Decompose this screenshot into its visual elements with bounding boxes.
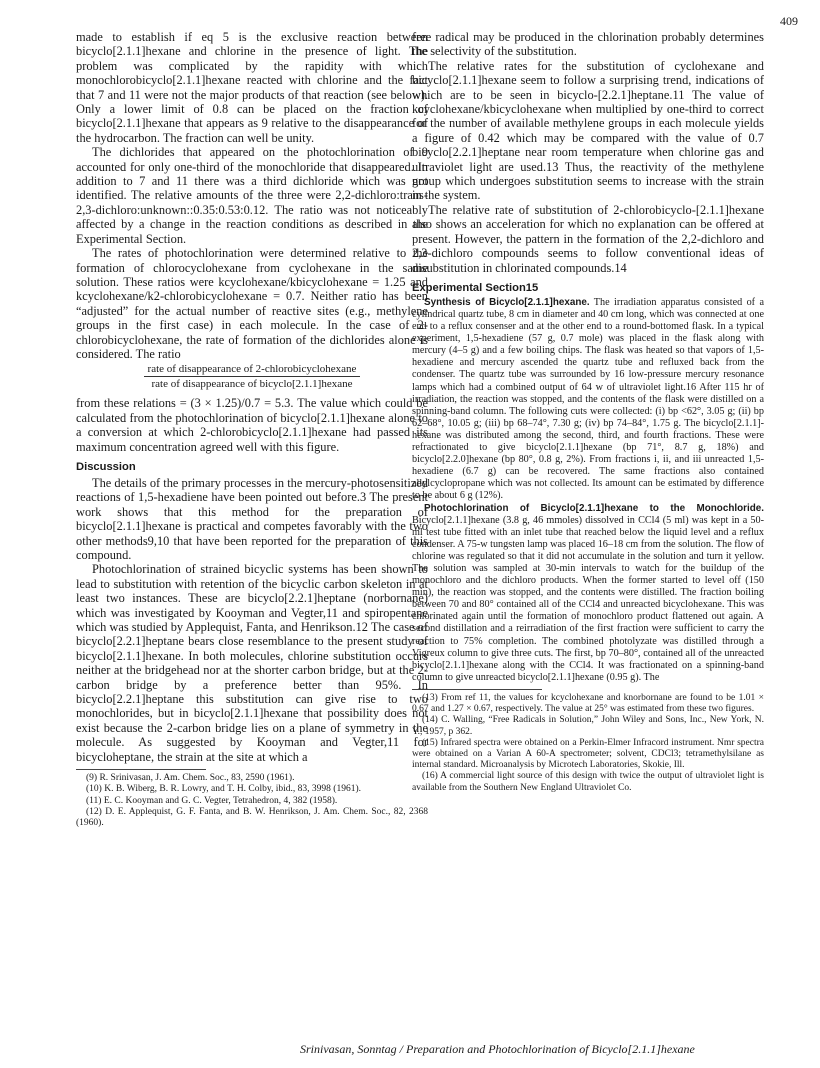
- footnote: (11) E. C. Kooyman and G. C. Vegter, Tetrahedron, 4, 382 (1958).: [86, 795, 338, 806]
- footnote-divider: [412, 689, 542, 690]
- right-column: [412, 30, 764, 794]
- running-footer: Srinivasan, Sonntag / Preparation and Photochlorination of Bicyclo[2.1.1]hexane: [300, 1042, 695, 1056]
- experimental-subheading: Photochlorination of Bicyclo[2.1.1]hexane to the Monochloride.: [424, 502, 764, 514]
- footnote: (9) R. Srinivasan, J. Am. Chem. Soc., 83, 2590 (1961).: [86, 773, 295, 784]
- footnote-divider: [76, 769, 206, 770]
- body-paragraph: The relative rates for the substitution of cyclohexane and bicyclo[2.1.1]hexane seem to follow a surprising trend, indications of which are to be seen in bicyclo-[2.2.1]heptane.11 The value of kcyclohexane/kbicyclohexane when multiplied by one-third to correct for the number of available methylene groups in each molecule yields a figure of 0.42 which may be compared with the value of 0.7 bicyclo[2.2.1]heptane near room temperature when chlorine gas and ultraviolet light are used.13 Thus, the reactivity of the methylene group which undergoes substitution seems to increase with the strain in the system.: [412, 58, 764, 203]
- left-column: [76, 30, 428, 829]
- body-paragraph: The rates of photochlorination were determined relative to the formation of chlorocyclohexane from cyclohexane in the same solution. These ratios were kcyclohexane/kbicyclohexane = 1.25 and kcyclohexane/k2-chlorobicyclohexane = 0.7. Neither ratio has been “adjusted” for the actual number of reactive sites (e.g., methylene groups in the first case) in each molecule. In the case of 2-chlorobicyclohexane, the rate of formation of the dichlorides alone is considered. The ratio: [76, 246, 428, 361]
- footnote: (15) Infrared spectra were obtained on a Perkin-Elmer Infracord instrument. Nmr spectra were obtained on a Varian A 60-A spectrometer; solvent, CDCl3; tetramethylsilane as internal standard. Microanalysis by Microtech Laboratories, Skokie, Ill.: [412, 737, 764, 771]
- footnote: (10) K. B. Wiberg, B. R. Lowry, and T. H. Colby, ibid., 83, 3998 (1961).: [86, 784, 362, 795]
- body-paragraph: The relative rate of substitution of 2-chlorobicyclo-[2.1.1]hexane also shows an acceleration for which no explanation can be offered at present. However, the pattern in the formation of the 2,2-dichloro and 2,3-dichloro compounds seems to follow conventional ideas of disubstitution in chlorinated compounds.14: [412, 202, 764, 275]
- rate-ratio-fraction: [76, 363, 428, 390]
- footnote: (14) C. Walling, “Free Radicals in Solution,” John Wiley and Sons, Inc., New York, N. Y., 1957, p 362.: [412, 715, 764, 737]
- footnote: (13) From ref 11, the values for kcyclohexane and knorbornane are found to be 1.01 × 0.67 and 1.27 × 0.67, respectively. The value at 25° was estimated from these two figures.: [412, 692, 764, 715]
- experimental-heading: Experimental Section15: [412, 281, 539, 294]
- experimental-paragraph: [412, 297, 764, 503]
- experimental-text: The irradiation apparatus consisted of a cylindrical quartz tube, 8 cm in diameter and 40 cm long, which was connected at one end to a reflux consenser and at the other end to a round-bottomed flask. In a typical experiment, 1,5-hexadiene (57 g, 0.7 mole) was placed in the flask along with mercury (4–5 g) and a few boiling chips. The flask was heated so that vapors of 1,5-hexadiene and mercury ascended the quartz tube and refluxed back from the condenser. The quartz tube was surrounded by 16 low-pressure mercury resonance lamps which had a combined output of 64 w of ultraviolet light.16 After 115 hr of irradiation, the reaction was stopped, and the contents of the flask were distilled on a spinning-band column. The following cuts were collected: (i) bp <62°, 3.05 g; (ii) bp 62–68°, 10.05 g; (iii) bp 68–74°, 7.30 g; (iv) bp 74–84°, 1.75 g. The bicyclo[2.1.1]-hexane was distributed among the second, third, and fourth fractions. These were refractionated to give bicyclo[2.1.1]hexane (bp 71°, 8.7 g, 18%) and bicyclo[2.2.0]hexane (bp 80°, 0.8 g, 2%). From fractions i, ii, and iii unreacted 1,5-hexadiene (6.7 g) can be recovered. The same fractions also contained allylcyclopropane which was not collected. Its amount can be estimated by difference to be about 6 g (12%).: [412, 296, 764, 502]
- fraction-denominator: rate of disappearance of bicyclo[2.1.1]hexane: [151, 378, 353, 391]
- body-paragraph: The dichlorides that appeared on the photochlorination of 9 accounted for only one-third of the monochloride that disappeared. In addition to 7 and 11 there was a third dichloride which was not identified. The relative amounts of the three were 2,2-dichloro:trans-2,3-dichloro:unknown::0.35:0.53:0.12. The ratio was not noticeably affected by a change in the reaction conditions as described in the Experimental Section.: [76, 145, 428, 246]
- experimental-text: Bicyclo[2.1.1]hexane (3.8 g, 46 mmoles) dissolved in CCl4 (5 ml) was kept in a 50-ml test tube fitted with an inlet tube that reached below the liquid level and a reflux condenser. A 75-w tungsten lamp was placed 16–18 cm from the solution. The flow of chlorine was regulated so that it did not accumulate in the solution and turn it yellow. The solution was sampled at 30-min intervals to watch for the buildup of the monochloro and the dichloro products. When the former started to level off (150 min), the reaction was stopped, and the contents were distilled. The fraction boiling between 70 and 80° contained all of the CCl4 and unreacted bicyclohexane. This was chlorinated again until the formation of monochloro product flattened out again. A second distillation and a reirradiation of the first fraction were sufficient to carry the reaction to 75% completion. The combined photolyzate was distilled through a Vigreux column to give three cuts. The first, bp 70–80°, contained all of the unreacted bicyclo[2.1.1]hexane along with the CCl4. It was fractionated on a spinning-band column to give unreacted bicyclo[2.1.1]hexane (0.95 g). The: [412, 514, 764, 683]
- discussion-heading: Discussion: [76, 460, 136, 473]
- fraction-numerator: rate of disappearance of 2-chlorobicyclohexane: [144, 363, 361, 377]
- discussion-paragraph: Photochlorination of strained bicyclic systems has been shown to lead to substitution with retention of the bicyclic carbon skeleton in at least two instances. These are bicyclo[2.2.1]heptane (norbornane) which was investigated by Kooyman and Vegter,11 and spiropentane which was studied by Applequist, Fanta, and Henrikson.12 The case of bicyclo[2.2.1]heptane bears close resemblance to the present study of bicyclo[2.1.1]hexane. In both molecules, chlorine substitution occurs neither at the bridgehead nor at the shorter carbon bridge, but at the 2-carbon bridge by a preference better than 95%. In bicyclo[2.2.1]heptane this substitution can give rise to two monochlorides, but in bicyclo[2.1.1]hexane that possibility does not exist because the 2-carbon bridge lies on a plane of symmetry in the molecule. As suggested by Kooyman and Vegter,11 for bicycloheptane, the strain at the site at which a: [76, 562, 428, 764]
- page-number: 409: [780, 14, 798, 28]
- body-paragraph: free radical may be produced in the chlorination probably determines the selectivity of the substitution.: [412, 30, 764, 59]
- experimental-paragraph: [412, 503, 764, 684]
- footnote: (12) D. E. Applequist, G. F. Fanta, and B. W. Henrikson, J. Am. Chem. Soc., 82, 2368 (1960).: [76, 806, 428, 828]
- experimental-subheading: Synthesis of Bicyclo[2.1.1]hexane.: [424, 296, 590, 308]
- body-paragraph: made to establish if eq 5 is the exclusive reaction between bicyclo[2.1.1]hexane and chlorine in the presence of light. The problem was complicated by the rapidity with which monochlorobicyclo[2.1.1]hexane reacted with chlorine and the fact that 7 and 11 were not the major products of that reaction (see below). Only a lower limit of 0.8 can be placed on the fraction of bicyclo[2.1.1]hexane that appears as 9 relative to the disappearance of the hydrocarbon. The fraction can well be unity.: [76, 30, 428, 145]
- footnote: (16) A commercial light source of this design with twice the output of ultraviolet light is available from the Southern New England Ultraviolet Co.: [412, 771, 764, 793]
- body-paragraph: from these relations = (3 × 1.25)/0.7 = 5.3. The value which could be calculated from the photochlorination of bicyclo[2.1.1]hexane alone to a conversion at which 2-chlorobicyclo[2.1.1]hexane had passed its maximum concentration agreed well with this figure.: [76, 396, 428, 454]
- discussion-paragraph: The details of the primary processes in the mercury-photosensitized reactions of 1,5-hexadiene have been pointed out before.3 The present work shows that this method for the preparation of bicyclo[2.1.1]hexane is practical and competes favorably with the two other methods9,10 that have been reported for the preparation of this compound.: [76, 475, 428, 562]
